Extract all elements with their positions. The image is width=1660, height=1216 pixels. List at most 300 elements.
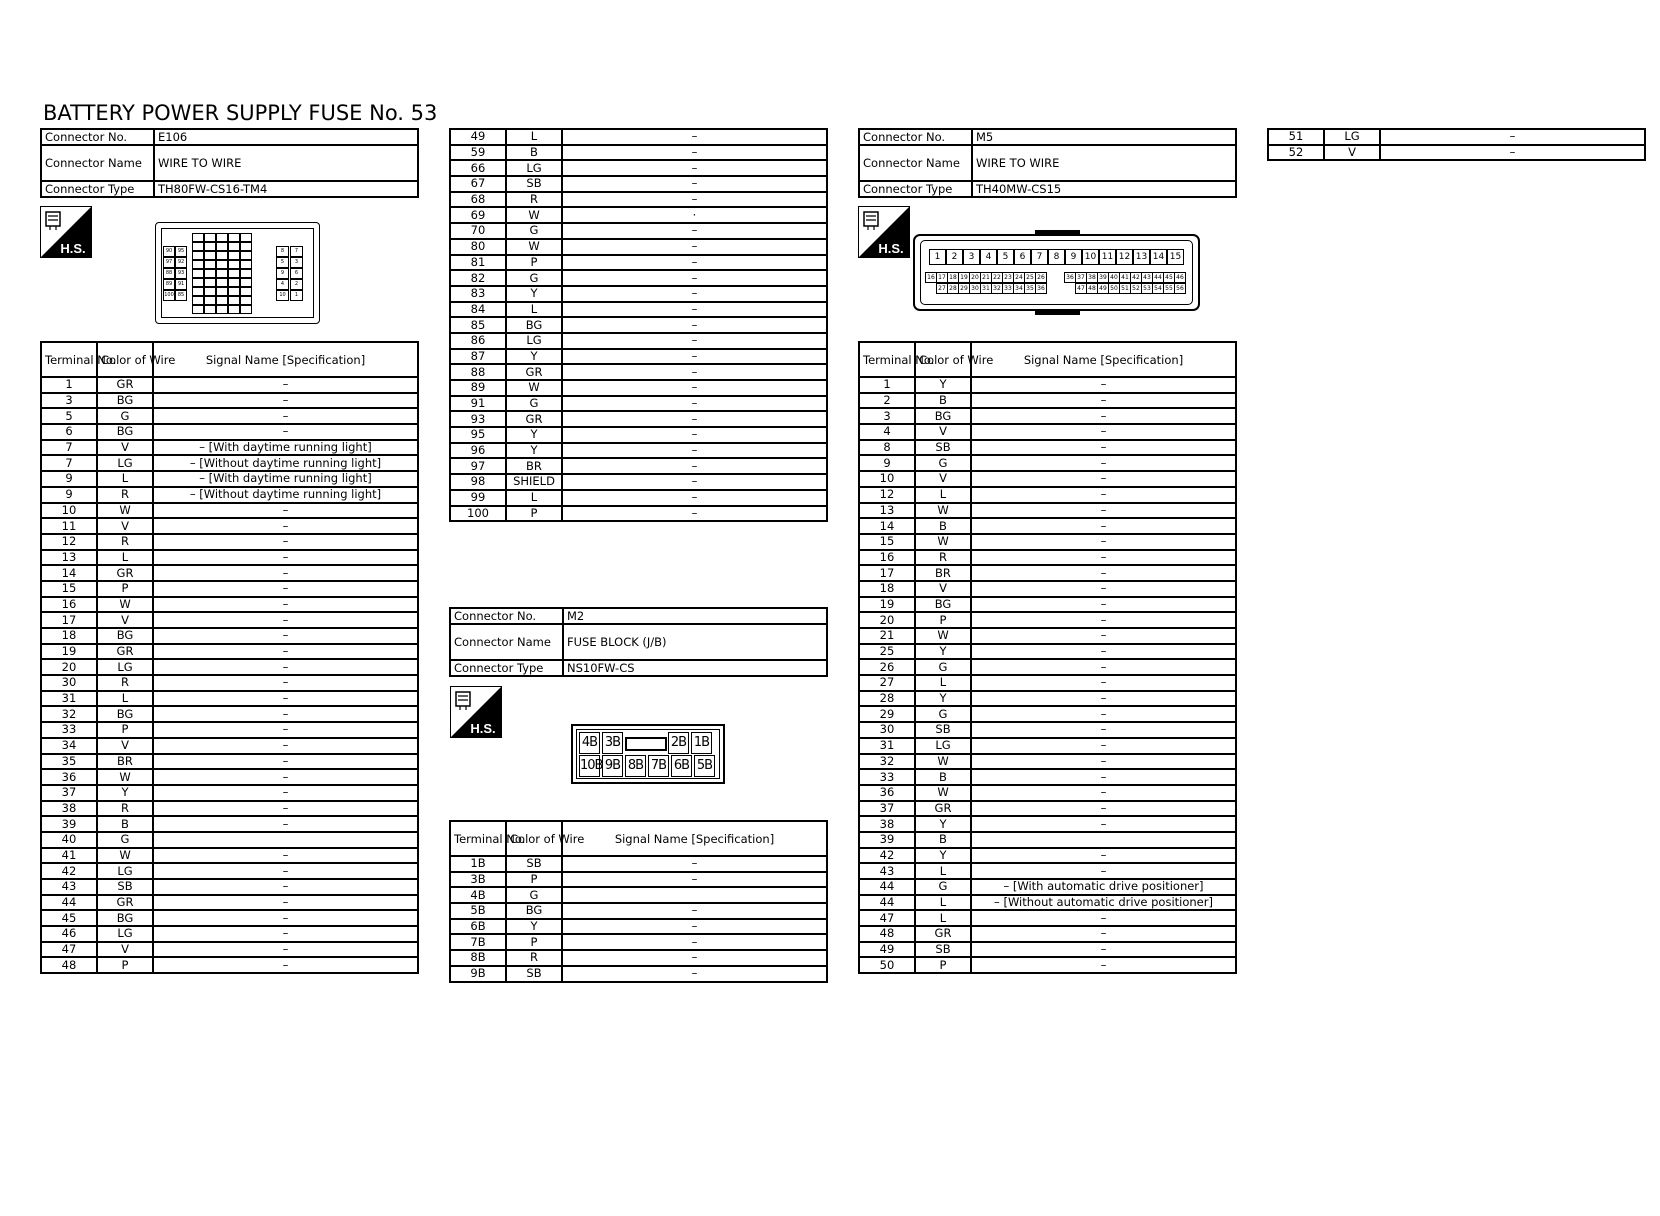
table-row [859,612,1236,628]
table-row [450,474,827,490]
connector-pin: 50 [1108,283,1120,294]
connector-pin: 4 [980,249,997,265]
wire-color-cell: G [97,832,153,848]
signal-name-cell: – [562,490,827,506]
wire-color-cell: SB [506,856,562,872]
terminal-no-cell: 97 [450,458,506,474]
table-row [41,612,418,628]
m5-connector-name: WIRE TO WIRE [972,145,1236,181]
table-row [41,957,418,973]
table-row [450,934,827,950]
wire-color-cell: P [915,612,971,628]
terminal-no-cell: 8B [450,950,506,966]
connector-pin: 52 [1130,283,1142,294]
terminal-no-cell: 68 [450,192,506,208]
wire-color-cell: GR [97,644,153,660]
terminal-no-cell: 9B [450,966,506,982]
table-row [41,910,418,926]
hs-harness-side-icon [858,206,910,258]
signal-name-cell: – [153,895,418,911]
table-row [450,223,827,239]
connector-pin [228,287,240,296]
connector-pin: 27 [936,283,948,294]
wire-color-cell: P [506,934,562,950]
signal-name-cell: – [With automatic drive positioner] [971,879,1236,895]
terminal-no-cell: 43 [41,879,97,895]
table-row [41,722,418,738]
signal-name-cell: – [971,644,1236,660]
terminal-no-header: Terminal No. [859,342,915,377]
signal-name-cell: – [971,957,1236,973]
wire-color-cell: W [506,207,562,223]
m2-connector-no: M2 [563,608,827,624]
connector-pin: 92 [175,257,187,268]
signal-name-cell: – [562,458,827,474]
table-row [859,738,1236,754]
connector-pin: 2 [946,249,963,265]
e106-connector-no: E106 [154,129,418,145]
table-row [450,950,827,966]
signal-name-cell: – [971,487,1236,503]
table-row [41,377,418,393]
signal-name-cell: – [971,408,1236,424]
terminal-no-cell: 29 [859,706,915,722]
connector-pin: 12 [1116,249,1133,265]
connector-pin [192,242,204,251]
terminal-no-cell: 82 [450,270,506,286]
e106-connector-type: TH80FW-CS16-TM4 [154,181,418,197]
connector-pin: 1B [691,732,712,754]
terminal-no-cell: 44 [859,879,915,895]
terminal-no-cell: 16 [859,550,915,566]
signal-name-cell: – [153,628,418,644]
wire-color-cell: Y [915,816,971,832]
signal-name-cell: – [971,785,1236,801]
connector-pin: 5 [276,257,289,268]
signal-name-cell: – [562,349,827,365]
connector-pin: 10 [1082,249,1099,265]
wire-color-cell: G [97,408,153,424]
signal-name-cell: – [971,534,1236,550]
signal-name-cell: – [971,550,1236,566]
terminal-no-cell: 33 [41,722,97,738]
table-row [450,302,827,318]
terminal-no-cell: 20 [859,612,915,628]
connector-pin: 49 [1097,283,1109,294]
wire-color-cell: Y [506,286,562,302]
connector-pin [216,251,228,260]
wire-color-cell: GR [97,565,153,581]
connector-no-label: Connector No. [450,608,563,624]
wire-color-cell: SB [506,966,562,982]
terminal-no-cell: 1 [859,377,915,393]
signal-name-cell: – [971,691,1236,707]
signal-name-cell: – [153,957,418,973]
table-row [859,832,1236,848]
signal-name-cell: – [153,754,418,770]
connector-pin: 37 [1075,272,1087,283]
connector-pin [216,278,228,287]
wire-color-cell: GR [97,895,153,911]
table-row [450,333,827,349]
table-row [450,919,827,935]
terminal-no-cell: 25 [859,644,915,660]
terminal-no-cell: 44 [41,895,97,911]
table-row [41,738,418,754]
wire-color-cell: P [506,255,562,271]
signal-name-cell: – [562,474,827,490]
connector-pin: 8 [276,246,289,257]
wire-color-cell: W [915,785,971,801]
table-row [450,255,827,271]
connector-pin: 53 [1141,283,1153,294]
terminal-no-cell: 7B [450,934,506,950]
wire-color-cell: LG [97,659,153,675]
terminal-no-cell: 12 [859,487,915,503]
terminal-no-cell: 18 [41,628,97,644]
connector-pin [240,233,252,242]
signal-name-cell: – [971,910,1236,926]
terminal-no-cell: 9 [41,471,97,487]
signal-name-cell: – [971,424,1236,440]
wire-color-cell: G [915,879,971,895]
signal-name-cell: – [153,879,418,895]
terminal-no-cell: 30 [41,675,97,691]
connector-pin [228,233,240,242]
connector-pin [228,296,240,305]
terminal-no-cell: 36 [41,769,97,785]
signal-name-cell: – [153,769,418,785]
connector-pin [204,278,216,287]
table-row [450,207,827,223]
table-row [450,129,827,145]
wire-color-cell: L [506,490,562,506]
wire-color-cell: L [97,550,153,566]
table-row [450,286,827,302]
terminal-no-cell: 45 [41,910,97,926]
wire-color-cell: R [97,675,153,691]
connector-pin: 1 [290,290,303,301]
connector-name-label: Connector Name [859,145,972,181]
signal-name-cell: – [153,816,418,832]
connector-pin [240,296,252,305]
terminal-no-cell: 95 [450,427,506,443]
table-row [41,785,418,801]
table-row [41,424,418,440]
wire-color-cell: G [915,455,971,471]
table-row [41,471,418,487]
table-row [859,408,1236,424]
signal-name-cell: – [971,455,1236,471]
table-row [450,145,827,161]
wire-color-cell: B [915,518,971,534]
table-row [450,411,827,427]
table-row [859,581,1236,597]
table-row [450,427,827,443]
table-row [450,966,827,982]
signal-name-cell: – [562,255,827,271]
wire-color-cell: W [915,754,971,770]
signal-name-cell: – [562,286,827,302]
table-row [41,706,418,722]
connector-pin: 88 [163,268,175,279]
signal-name-cell: – [562,223,827,239]
connector-pin: 24 [1013,272,1025,283]
table-row [859,926,1236,942]
wire-color-cell: L [915,910,971,926]
signal-name-cell [971,832,1236,848]
table-row [41,644,418,660]
connector-pin: 3B [602,732,623,754]
signal-name-cell: – [1380,129,1645,145]
table-row [859,801,1236,817]
table-row [41,769,418,785]
connector-name-label: Connector Name [450,624,563,660]
wire-color-cell: BG [97,424,153,440]
connector-pin: 5 [997,249,1014,265]
wire-color-cell: BG [97,706,153,722]
signal-name-cell [562,887,827,903]
table-row [41,801,418,817]
connector-pin: 10 [276,290,289,301]
terminal-no-cell: 67 [450,176,506,192]
connector-pin [216,296,228,305]
connector-pin: 17 [936,272,948,283]
terminal-no-cell: 15 [859,534,915,550]
signal-name-cell: – [562,966,827,982]
table-row [41,628,418,644]
signal-name-cell: – [562,411,827,427]
connector-pin: 48 [1086,283,1098,294]
terminal-no-cell: 38 [859,816,915,832]
table-row [41,408,418,424]
signal-name-cell: – [153,910,418,926]
terminal-no-cell: 16 [41,597,97,613]
connector-pin: 23 [1002,272,1014,283]
table-row [859,706,1236,722]
signal-name-cell: – [971,926,1236,942]
signal-name-cell: – [562,160,827,176]
terminal-no-cell: 28 [859,691,915,707]
connector-pin: 29 [958,283,970,294]
terminal-no-cell: 86 [450,333,506,349]
terminal-no-header: Terminal No. [450,821,506,856]
terminal-no-cell: 12 [41,534,97,550]
signal-name-cell: – [971,706,1236,722]
connector-pin: 85 [175,290,187,301]
signal-name-cell: – [971,769,1236,785]
connector-pin [192,251,204,260]
wire-color-cell: SB [915,942,971,958]
signal-name-cell: – [971,393,1236,409]
terminal-no-cell: 43 [859,863,915,879]
signal-name-cell: – [153,863,418,879]
terminal-no-cell: 6B [450,919,506,935]
signal-name-cell: – [153,408,418,424]
signal-name-header: Signal Name [Specification] [971,342,1236,377]
table-row [41,926,418,942]
connector-pin: 8B [625,755,646,777]
table-row [41,691,418,707]
connector-pin: 30 [969,283,981,294]
signal-name-cell: – [562,270,827,286]
wire-color-cell: LG [915,738,971,754]
terminal-no-cell: 47 [41,942,97,958]
table-row [859,863,1236,879]
table-row [450,490,827,506]
connector-pin [204,287,216,296]
wire-color-cell: G [915,706,971,722]
connector-pin [228,260,240,269]
table-row [41,597,418,613]
terminal-no-cell: 4B [450,887,506,903]
table-row [41,503,418,519]
table-row [450,364,827,380]
m2-connector-type: NS10FW-CS [563,660,827,676]
table-row [41,659,418,675]
signal-name-cell: – [562,443,827,459]
connector-pin: 9 [1065,249,1082,265]
connector-no-label: Connector No. [41,129,154,145]
terminal-no-cell: 5 [41,408,97,424]
connector-pin: 4 [276,279,289,290]
terminal-no-cell: 1 [41,377,97,393]
signal-name-cell: – [153,377,418,393]
wire-color-cell: Y [506,919,562,935]
connector-pin [216,287,228,296]
signal-name-cell: – [153,848,418,864]
hs-label: H.S. [878,241,904,256]
connector-pin [240,242,252,251]
connector-pin: 54 [1152,283,1164,294]
wire-color-cell: V [97,612,153,628]
terminal-no-cell: 15 [41,581,97,597]
table-row [41,879,418,895]
terminal-no-cell: 27 [859,675,915,691]
wire-color-cell: G [506,887,562,903]
signal-name-cell: – [562,239,827,255]
terminal-no-header: Terminal No. [41,342,97,377]
table-row [41,675,418,691]
terminal-no-cell: 10 [859,471,915,487]
wire-color-cell: V [1324,145,1380,161]
table-row [450,396,827,412]
connector-pin [240,251,252,260]
wire-color-cell: Y [97,785,153,801]
connector-pin: 7B [648,755,669,777]
connector-pin [228,305,240,314]
table-row [859,550,1236,566]
wire-color-cell: Y [506,443,562,459]
signal-name-cell: – [562,380,827,396]
wire-color-cell: SHIELD [506,474,562,490]
wire-color-cell: GR [915,801,971,817]
signal-name-cell: – [562,396,827,412]
table-row [41,754,418,770]
terminal-no-cell: 50 [859,957,915,973]
terminal-no-cell: 10 [41,503,97,519]
table-row [859,691,1236,707]
terminal-no-cell: 31 [859,738,915,754]
connector-pin: 39 [1097,272,1109,283]
signal-name-cell: – [562,129,827,145]
terminal-no-cell: 17 [859,565,915,581]
wire-color-cell: LG [506,333,562,349]
connector-pin: 22 [991,272,1003,283]
table-row [450,349,827,365]
signal-name-cell: – [153,706,418,722]
terminal-no-cell: 30 [859,722,915,738]
wire-color-cell: P [506,872,562,888]
terminal-no-cell: 39 [859,832,915,848]
terminal-no-cell: 85 [450,317,506,333]
signal-name-cell: – [971,503,1236,519]
wire-color-cell: G [915,659,971,675]
signal-name-cell: – [562,192,827,208]
signal-name-cell: – [153,565,418,581]
signal-name-cell: – [971,377,1236,393]
connector-pin [192,269,204,278]
connector-pin: 41 [1119,272,1131,283]
wire-color-cell: GR [97,377,153,393]
terminal-no-cell: 11 [41,518,97,534]
signal-name-cell: – [562,919,827,935]
connector-pin: 45 [1163,272,1175,283]
table-row [859,910,1236,926]
terminal-no-cell: 21 [859,628,915,644]
terminal-no-cell: 18 [859,581,915,597]
table-row [859,957,1236,973]
connector-pin [240,305,252,314]
terminal-no-cell: 47 [859,910,915,926]
connector-pin: 89 [163,279,175,290]
table-row [859,597,1236,613]
signal-name-cell: – [562,145,827,161]
wire-color-cell: L [915,895,971,911]
table-row [1268,145,1645,161]
table-row [41,565,418,581]
table-row [859,769,1236,785]
connector-pin: 36 [1064,272,1076,283]
connector-pin: 43 [1141,272,1153,283]
terminal-no-cell: 19 [41,644,97,660]
signal-name-cell: – [971,722,1236,738]
connector-pin [228,251,240,260]
connector-pin: 97 [163,257,175,268]
terminal-no-cell: 40 [41,832,97,848]
m5-connector-type: TH40MW-CS15 [972,181,1236,197]
terminal-no-cell: 93 [450,411,506,427]
connector-pin: 16 [925,272,937,283]
wire-color-cell: V [97,518,153,534]
m5-connector-no: M5 [972,129,1236,145]
table-row [859,565,1236,581]
terminal-no-cell: 99 [450,490,506,506]
terminal-no-cell: 2 [859,393,915,409]
wire-color-cell: BG [506,317,562,333]
wire-color-cell: B [506,145,562,161]
table-row [41,895,418,911]
wire-color-cell: W [97,597,153,613]
table-row [859,534,1236,550]
table-row [450,903,827,919]
terminal-no-cell: 13 [41,550,97,566]
table-row [450,856,827,872]
signal-name-cell: – [971,612,1236,628]
wire-color-cell: BR [506,458,562,474]
color-of-wire-header: Color of Wire [97,342,153,377]
wire-color-cell: R [97,801,153,817]
